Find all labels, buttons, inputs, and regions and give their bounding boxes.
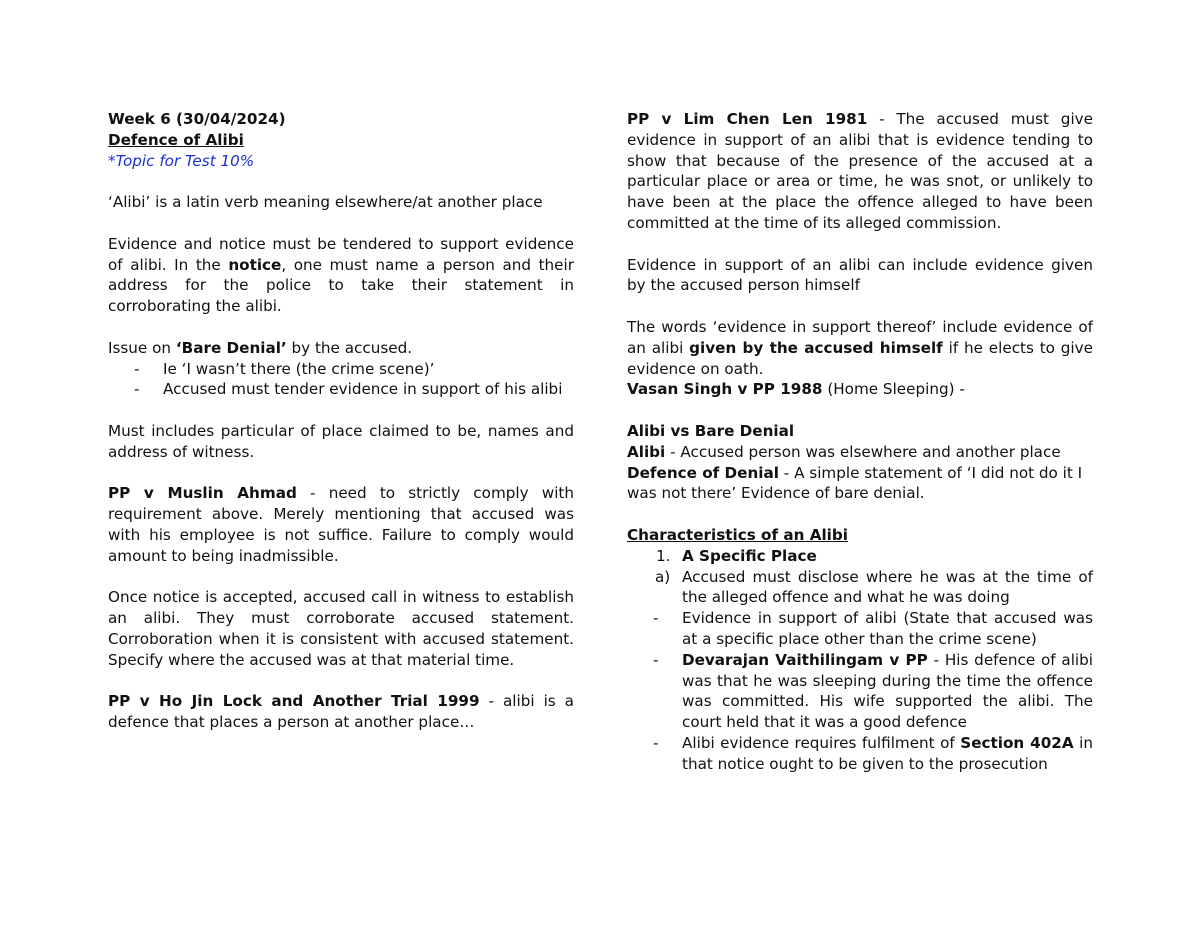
support-paragraph: Evidence in support of an alibi can include evidence given by the accused person himself [627, 255, 1093, 295]
week-heading: Week 6 (30/04/2024) [108, 110, 286, 128]
alibi-vs-denial-heading: Alibi vs Bare Denial [627, 421, 795, 440]
list-item: - Alibi evidence requires fulfilment of Section 402A in that notice ought to be given to the prosecution [653, 733, 1093, 773]
lim-case-paragraph: PP v Lim Chen Len 1981 - The accused must give evidence in support of an alibi that is evidence tending to show that because of the presence of the accused at a particular place or area or time, he was snot, or unlikely to have been at the place the offence alleged to have been committed at the time of its alleged commission. [627, 110, 1093, 232]
particulars-paragraph: Must includes particular of place claimed to be, names and address of witness. [108, 421, 574, 461]
list-item: - Ie ‘I wasn’t there (the crime scene)’ [134, 359, 435, 378]
muslin-case-paragraph: PP v Muslin Ahmad - need to strictly comply with requirement above. Merely mentioning that accused was with his employee is not suffice. Failure to comply would amount to being inadmissible. [108, 484, 575, 565]
numbered-item: 1. A Specific Place [656, 546, 817, 565]
lettered-item: a) Accused must disclose where he was at the time of the alleged offence and what he was doing [655, 567, 1093, 607]
characteristics-heading: Characteristics of an Alibi [627, 525, 848, 544]
page-title: Defence of Alibi [108, 130, 244, 149]
list-item: - Accused must tender evidence in support of his alibi [134, 380, 563, 399]
list-item: - Devarajan Vaithilingam v PP - His defence of alibi was that he was sleeping during the time the offence was committed. His wife supported the alibi. The court held that it was a good defence [653, 650, 1093, 732]
topic-note: *Topic for Test 10% [108, 151, 255, 170]
notice-paragraph: Evidence and notice must be tendered to support evidence of alibi. In the notice, one must name a person and their address for the police to take their statement in corroborating the alibi. [108, 234, 574, 316]
once-notice-paragraph: Once notice is accepted, accused call in witness to establish an alibi. They must corroborate accused statement. Corroboration when it is consistent with accused statement. Specify where the accused was at that material time. [108, 588, 574, 669]
bare-denial-issue: Issue on ‘Bare Denial’ by the accused. [108, 338, 413, 357]
alibi-definition: Alibi - Accused person was elsewhere and another place [627, 442, 1061, 461]
list-item: - Evidence in support of alibi (State that accused was at a specific place other than the crime scene) [653, 609, 1093, 648]
words-paragraph: The words ‘evidence in support thereof’ include evidence of an alibi given by the accused himself if he elects to give evidence on oath. [627, 317, 1093, 378]
left-column [108, 109, 574, 733]
denial-definition: Defence of Denial - A simple statement of ‘I did not do it I was not there’ Evidence of bare denial. [627, 463, 1083, 503]
ho-case-paragraph: PP v Ho Jin Lock and Another Trial 1999 - alibi is a defence that places a person at another place… [108, 692, 574, 732]
right-column [627, 109, 1093, 775]
alibi-meaning-paragraph: ‘Alibi’ is a latin verb meaning elsewhere/at another place [108, 193, 543, 212]
vasan-case-line: Vasan Singh v PP 1988 (Home Sleeping) - [627, 380, 965, 399]
